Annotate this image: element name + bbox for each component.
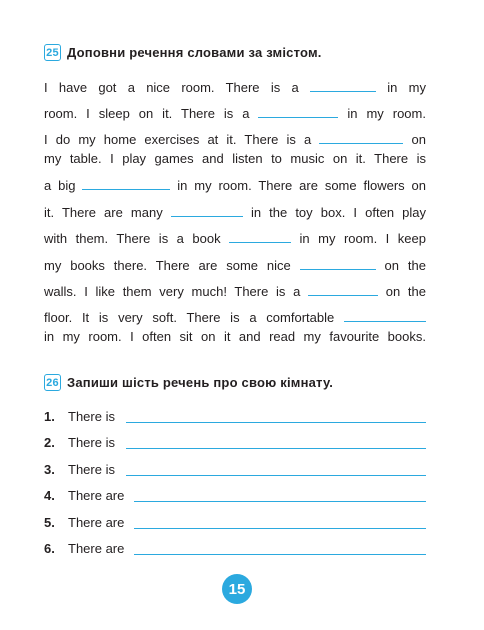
row-prompt: There are: [68, 515, 125, 530]
text-line: [44, 310, 426, 325]
text-segment: in my room.: [347, 106, 426, 121]
text-segment: in my: [387, 80, 427, 95]
task-26-header: [44, 374, 333, 391]
text-segment: my table. I play games and listen to music on it. There is: [44, 151, 426, 166]
text-segment: walls. I like them very much! There is a: [44, 284, 301, 299]
text-line: [44, 132, 426, 147]
task-title: Запиши шість речень про свою кімнату.: [67, 375, 334, 390]
text-line: [44, 106, 426, 121]
answer-blank[interactable]: [258, 106, 338, 118]
text-segment: in my room. There are some flowers on: [177, 178, 426, 193]
answer-line[interactable]: [134, 554, 426, 555]
text-segment: on the: [385, 284, 426, 299]
page-number: 15: [228, 580, 246, 598]
text-segment: it. There are many: [44, 205, 163, 220]
sentence-row: [44, 515, 426, 531]
answer-line[interactable]: [134, 501, 426, 502]
row-number: 3.: [44, 462, 55, 477]
answer-line[interactable]: [126, 475, 426, 476]
answer-line[interactable]: [134, 528, 426, 529]
text-line: [44, 80, 426, 95]
task-title: Доповни речення словами за змістом.: [67, 45, 322, 60]
answer-blank[interactable]: [319, 132, 403, 144]
text-line: [44, 205, 426, 220]
text-line: [44, 284, 426, 299]
sentence-row: [44, 488, 426, 504]
sentence-row: [44, 435, 426, 451]
sentence-row: [44, 541, 426, 557]
row-prompt: There is: [68, 409, 115, 424]
text-segment: floor. It is very soft. There is a comfortable: [44, 310, 335, 325]
text-segment: my books there. There are some nice: [44, 258, 291, 273]
page-number-badge: [222, 574, 252, 604]
answer-blank[interactable]: [171, 205, 243, 217]
answer-blank[interactable]: [308, 284, 378, 296]
row-number: 1.: [44, 409, 55, 424]
text-line: [44, 178, 426, 193]
sentence-row: [44, 409, 426, 425]
row-number: 6.: [44, 541, 55, 556]
row-prompt: There are: [68, 541, 125, 556]
text-line: [44, 330, 426, 344]
row-number: 4.: [44, 488, 55, 503]
text-line: [44, 231, 426, 246]
answer-blank[interactable]: [300, 258, 376, 270]
answer-line[interactable]: [126, 422, 426, 423]
text-segment: I do my home exercises at it. There is a: [44, 132, 312, 147]
text-segment: room. I sleep on it. There is a: [44, 106, 250, 121]
text-line: [44, 258, 426, 273]
text-segment: a big: [44, 178, 76, 193]
row-number: 2.: [44, 435, 55, 450]
text-segment: I have got a nice room. There is a: [44, 80, 299, 95]
task-number-badge: 26: [44, 374, 61, 391]
text-segment: on the: [384, 258, 426, 273]
answer-blank[interactable]: [82, 178, 170, 190]
row-prompt: There is: [68, 462, 115, 477]
text-segment: with them. There is a book: [44, 231, 221, 246]
row-prompt: There is: [68, 435, 115, 450]
text-line: [44, 152, 426, 166]
text-segment: in my room. I often sit on it and read my favourite books.: [44, 329, 426, 344]
text-segment: in the toy box. I often play: [250, 205, 426, 220]
task-25-header: [44, 44, 322, 61]
task-number-badge: 25: [44, 44, 61, 61]
text-segment: in my room. I keep: [299, 231, 426, 246]
answer-blank[interactable]: [344, 310, 426, 322]
answer-blank[interactable]: [229, 231, 291, 243]
answer-line[interactable]: [126, 448, 426, 449]
row-prompt: There are: [68, 488, 125, 503]
sentence-row: [44, 462, 426, 478]
text-segment: on: [411, 132, 426, 147]
row-number: 5.: [44, 515, 55, 530]
answer-blank[interactable]: [310, 80, 376, 92]
